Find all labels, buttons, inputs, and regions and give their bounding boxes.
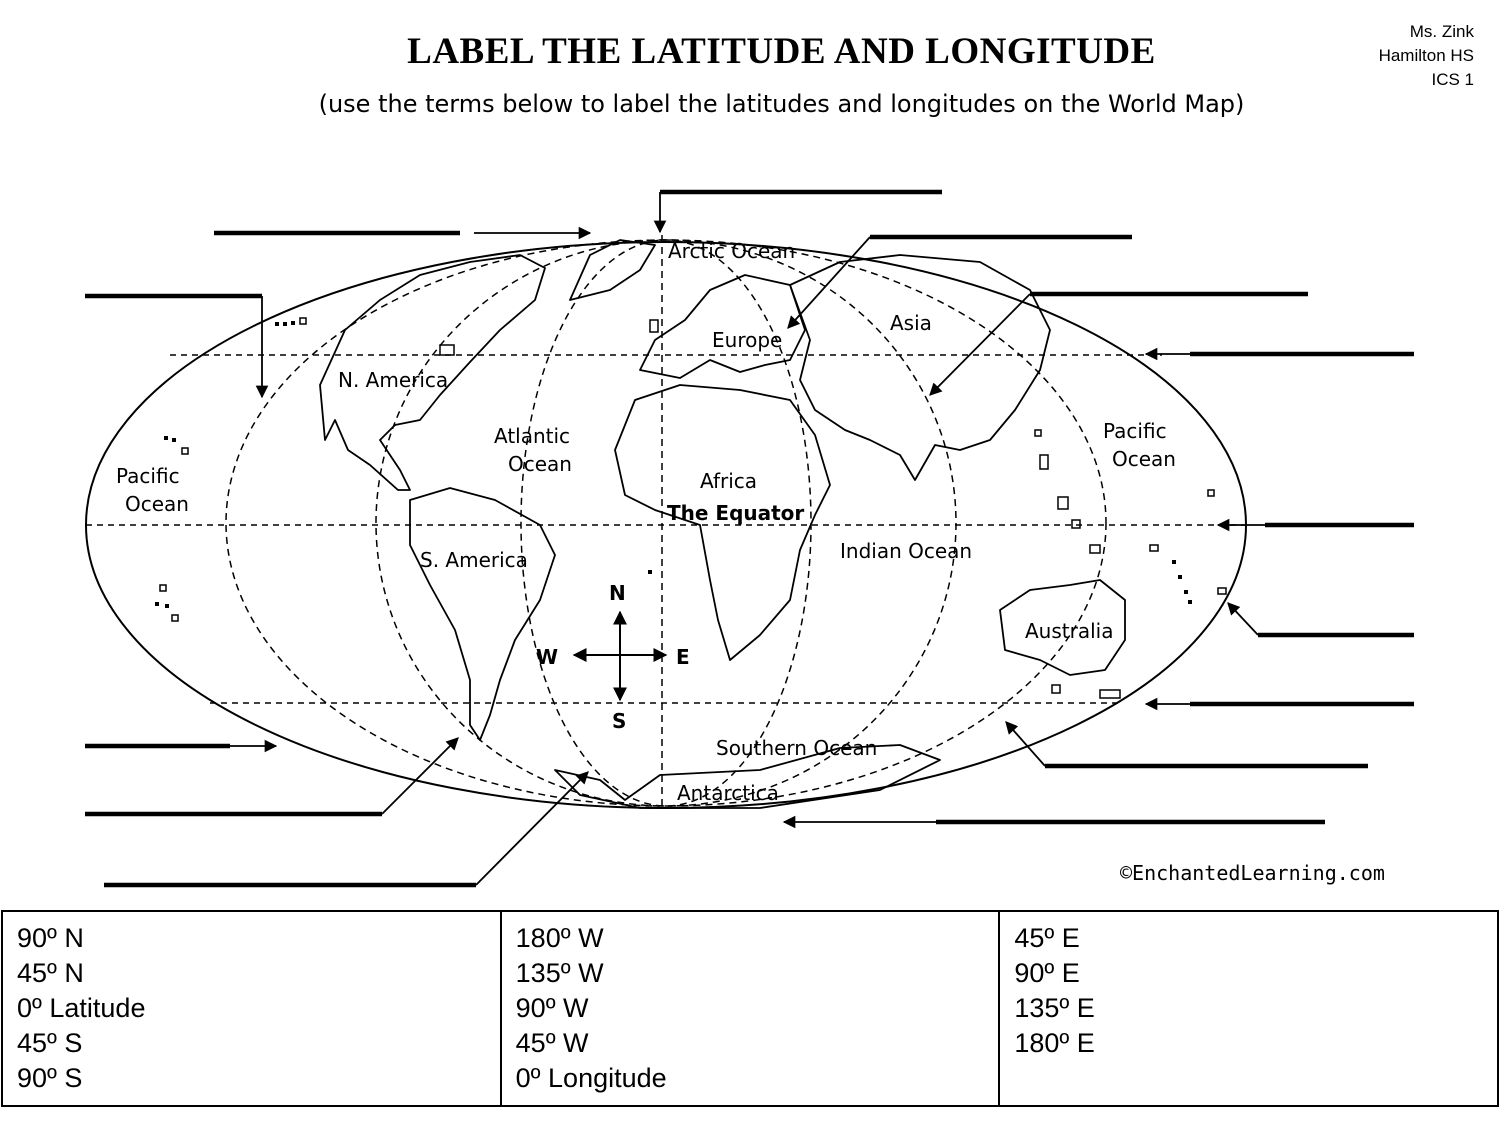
term-item: 90º N xyxy=(17,923,84,953)
compass-east: E xyxy=(676,645,690,669)
teacher-name: Ms. Zink xyxy=(1409,22,1474,41)
term-item: 90º W xyxy=(515,993,589,1023)
compass-north: N xyxy=(609,581,626,605)
terms-table xyxy=(1,910,1499,1107)
meridian-90-line xyxy=(376,240,956,806)
term-item: 90º E xyxy=(1014,958,1080,988)
label-pacific-west-2: Ocean xyxy=(125,492,189,516)
term-item: 180º E xyxy=(1014,1028,1095,1058)
world-map xyxy=(0,140,1500,900)
label-asia: Asia xyxy=(890,311,932,335)
dots xyxy=(155,321,1192,608)
worksheet-instructions: (use the terms below to label the latitudes and longitudes on the World Map) xyxy=(318,90,1245,118)
asia-shape xyxy=(790,255,1050,480)
europe-shape xyxy=(640,275,805,378)
label-pacific-east-1: Pacific xyxy=(1103,419,1167,443)
label-pacific-east-2: Ocean xyxy=(1112,447,1176,471)
greenland-shape xyxy=(570,240,655,300)
terms-row xyxy=(2,911,1498,1106)
term-item: 180º W xyxy=(515,923,604,953)
label-equator: The Equator xyxy=(667,501,805,525)
worksheet-title: LABEL THE LATITUDE AND LONGITUDE xyxy=(407,31,1156,72)
label-southern-ocean: Southern Ocean xyxy=(716,736,878,760)
term-item: 135º W xyxy=(515,958,604,988)
label-indian-ocean: Indian Ocean xyxy=(840,539,973,563)
term-item: 45º N xyxy=(17,958,84,988)
term-item: 45º E xyxy=(1014,923,1080,953)
class-name: ICS 1 xyxy=(1431,70,1474,89)
label-south-america: S. America xyxy=(420,548,528,572)
label-pacific-west-1: Pacific xyxy=(116,464,180,488)
label-antarctica: Antarctica xyxy=(677,781,779,805)
compass-rose xyxy=(574,612,666,700)
term-item: 45º S xyxy=(17,1028,83,1058)
copyright-notice: ©EnchantedLearning.com xyxy=(1120,861,1385,885)
label-africa: Africa xyxy=(700,469,758,493)
west-longitude-terms-column xyxy=(501,911,1000,1106)
latitude-lines xyxy=(86,355,1246,703)
meridian-135-line xyxy=(226,240,1106,806)
term-item: 0º Latitude xyxy=(17,993,146,1023)
compass-south: S xyxy=(612,709,627,733)
compass-west: W xyxy=(536,645,559,669)
longitude-lines xyxy=(226,235,1106,810)
term-item: 135º E xyxy=(1014,993,1095,1023)
label-arctic-ocean: Arctic Ocean xyxy=(668,239,796,263)
label-europe: Europe xyxy=(712,328,783,352)
term-item: 0º Longitude xyxy=(515,1063,667,1093)
label-australia: Australia xyxy=(1025,619,1114,643)
term-item: 90º S xyxy=(17,1063,83,1093)
label-atlantic-ocean-1: Atlantic xyxy=(494,424,571,448)
label-north-america: N. America xyxy=(338,368,449,392)
label-atlantic-ocean-2: Ocean xyxy=(508,452,572,476)
south-america-shape xyxy=(410,488,555,740)
east-longitude-terms-column xyxy=(999,911,1498,1106)
school-name: Hamilton HS xyxy=(1378,46,1474,65)
latitude-terms-column xyxy=(2,911,501,1106)
teacher-info xyxy=(1379,20,1474,92)
term-item: 45º W xyxy=(515,1028,589,1058)
